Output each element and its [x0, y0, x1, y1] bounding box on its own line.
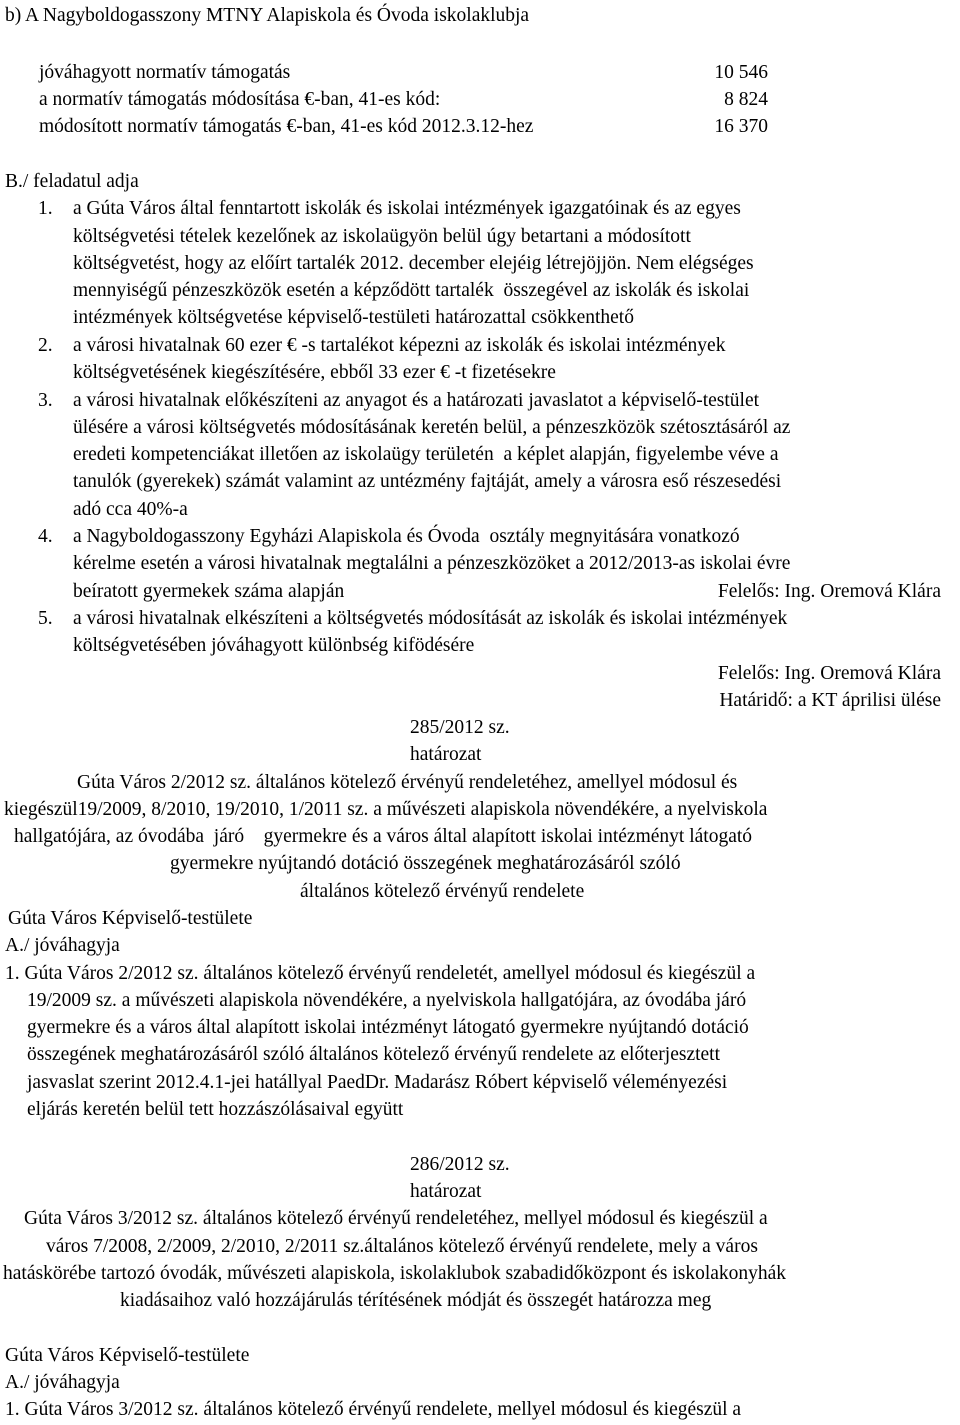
- resolution-number: 285/2012 sz.: [410, 717, 510, 738]
- item-line: költségvetési tételek kezelőnek az iskolaügyön belül úgy betartani a módosított: [73, 226, 691, 247]
- felelos-label: Felelős: Ing. Oremová Klára: [717, 663, 941, 684]
- approval-line: 1. Gúta Város 2/2012 sz. általános kötelező érvényű rendeletét, amellyel módosul és kiegészül a: [5, 963, 756, 984]
- item-line: a városi hivatalnak előkészíteni az anyagot és a határozati javaslatot a képviselő-testület: [73, 390, 760, 411]
- item-number: 1.: [38, 198, 53, 219]
- council-body: Gúta Város Képviselő-testülete: [5, 1345, 250, 1366]
- approves-heading: A./ jóváhagyja: [5, 1372, 120, 1393]
- resolution-subject-line: Gúta Város 3/2012 sz. általános kötelező érvényű rendeletéhez, mellyel módosul és kiegészül a: [24, 1208, 768, 1229]
- item-line: mennyiségű pénzeszközök esetén a képződött tartalék összegével az iskolák és iskolai: [73, 280, 750, 301]
- item-number: 5.: [38, 608, 53, 629]
- support-row-label: módosított normatív támogatás €-ban, 41-es kód 2012.3.12-hez: [39, 116, 534, 137]
- item-line: intézmények költségvetése képviselő-testületi határozattal csökkenthető: [73, 307, 634, 328]
- felelos-label: Felelős: Ing. Oremová Klára: [717, 581, 941, 602]
- resolution-subject-line: hatáskörébe tartozó óvodák, művészeti alapiskola, iskolaklubok szabadidőközpont és iskolakonyhák: [3, 1263, 787, 1284]
- support-row-value: 16 370: [714, 116, 768, 137]
- item-line: a városi hivatalnak 60 ezer € -s tartalékot képezni az iskolák és iskolai intézmények: [73, 335, 726, 356]
- resolution-subject-line: kiadásaihoz való hozzájárulás térítésének módját és összegét határozza meg: [120, 1290, 712, 1311]
- item-line: költségvetésében jóváhagyott különbség kifödésére: [73, 635, 475, 656]
- item-line: a Gúta Város által fenntartott iskolák és iskolai intézmények igazgatóinak és az egyes: [73, 198, 741, 219]
- item-line: költségvetést, hogy az előírt tartalék 2012. december elejéig létrejöjjön. Nem elégséges: [73, 253, 754, 274]
- resolution-subject-line: hallgatójára, az óvodába járó gyermekre és a város által alapított iskolai intézményt látogató: [14, 826, 753, 847]
- item-line: a városi hivatalnak elkészíteni a költségvetés módosítását az iskolák és iskolai intézmények: [73, 608, 788, 629]
- council-body: Gúta Város Képviselő-testülete: [8, 908, 253, 929]
- approves-heading: A./ jóváhagyja: [5, 935, 120, 956]
- approval-line: gyermekre és a város által alapított iskolai intézményt látogató gyermekre nyújtandó dotáció: [27, 1017, 749, 1038]
- resolution-subject-line: gyermekre nyújtandó dotáció összegének meghatározásáról szóló: [170, 853, 681, 874]
- item-line: a Nagyboldogasszony Egyházi Alapiskola és Óvoda osztály megnyitására vonatkozó: [73, 526, 740, 547]
- item-line: adó cca 40%-a: [73, 499, 188, 520]
- section-b-title: b) A Nagyboldogasszony MTNY Alapiskola és Óvoda iskolaklubja: [5, 5, 530, 26]
- resolution-subject-line: általános kötelező érvényű rendelete: [300, 881, 585, 902]
- resolution-word: határozat: [410, 1181, 482, 1202]
- item-line: költségvetésének kiegészítésére, ebből 33 ezer € -t fizetésekre: [73, 362, 556, 383]
- approval-line: eljárás keretén belül tett hozzászólásaival együtt: [27, 1099, 404, 1120]
- approval-line: 1. Gúta Város 3/2012 sz. általános kötelező érvényű rendelete, mellyel módosul és kiegészül a: [5, 1399, 742, 1420]
- approval-line: összegének meghatározásáról szóló általános kötelező érvényű rendelete az előterjesztett: [27, 1044, 721, 1065]
- item-line: beíratott gyermekek száma alapján: [73, 581, 345, 602]
- approval-line: 19/2009 sz. a művészeti alapiskola növendékére, a nyelviskola hallgatójára, az óvodába járó: [27, 990, 747, 1011]
- support-row-label: jóváhagyott normatív támogatás: [39, 62, 291, 83]
- item-line: ülésére a városi költségvetés módosításának keretén belül, a pénzeszközök szétosztásáról az: [73, 417, 791, 438]
- item-line: kérelme esetén a városi hivatalnak megtalálni a pénzeszközöket a 2012/2013-as iskolai évre: [73, 553, 791, 574]
- item-number: 4.: [38, 526, 53, 547]
- item-line: eredeti kompetenciákat illetően az iskolaügy területén a képlet alapján, figyelembe véve a: [73, 444, 779, 465]
- feladatul-heading: B./ feladatul adja: [5, 171, 139, 192]
- resolution-number: 286/2012 sz.: [410, 1154, 510, 1175]
- support-row-value: 10 546: [714, 62, 768, 83]
- resolution-word: határozat: [410, 744, 482, 765]
- support-row-value: 8 824: [724, 89, 768, 110]
- resolution-subject-line: kiegészül19/2009, 8/2010, 19/2010, 1/2011 sz. a művészeti alapiskola növendékére, a nyelviskola: [4, 799, 768, 820]
- item-line: tanulók (gyerekek) számát valamint az untézmény fajtáját, amely a városra eső részesedési: [73, 471, 782, 492]
- resolution-subject-line: város 7/2008, 2/2009, 2/2010, 2/2011 sz.általános kötelező érvényű rendelete, mely a város: [46, 1236, 758, 1257]
- resolution-subject-line: Gúta Város 2/2012 sz. általános kötelező érvényű rendeletéhez, amellyel módosul és: [77, 772, 738, 793]
- hatarido-label: Határidő: a KT áprilisi ülése: [719, 690, 941, 711]
- approval-line: jasvaslat szerint 2012.4.1-jei hatállyal PaedDr. Madarász Róbert képviselő véleményezési: [27, 1072, 728, 1093]
- item-number: 3.: [38, 390, 53, 411]
- support-row-label: a normatív támogatás módosítása €-ban, 41-es kód:: [39, 89, 441, 110]
- item-number: 2.: [38, 335, 53, 356]
